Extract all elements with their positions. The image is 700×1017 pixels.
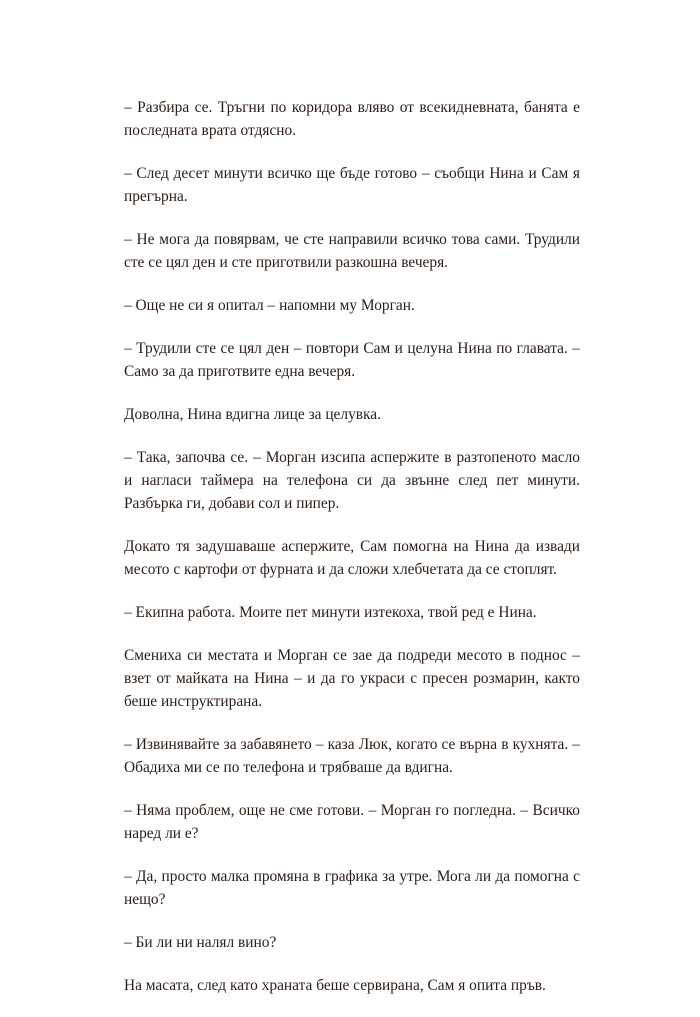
paragraph: – Да, просто малка промяна в графика за утре. Мога ли да помогна с нещо? [124,868,580,908]
paragraph: – Разбира се. Тръгни по коридора вляво от всекидневната, банята е последната врата отдясно. [124,99,580,139]
paragraph: – Така, започва се. – Морган изсипа аспержите в разтопеното масло и нагласи таймера на телефона си да звънне след пет минути. Разбърка ги, добави сол и пипер. [124,449,580,512]
paragraph: На масата, след като храната беше сервирана, Сам я опита пръв. [124,977,546,994]
paragraph: – Екипна работа. Моите пет минути изтекоха, твой ред е Нина. [124,604,537,621]
paragraph: – Още не си я опитал – напомни му Морган. [124,297,415,314]
paragraph: – След десет минути всичко ще бъде готово – съобщи Нина и Сам я прегърна. [124,165,580,205]
paragraph: – Трудили сте се цял ден – повтори Сам и целуна Нина по главата. – Само за да приготвите една вечеря. [124,340,580,380]
paragraph: Смениха си местата и Морган се зае да подреди месото в поднос – взет от майката на Нина – и да го украси с пресен розмарин, както беше инструктирана. [124,647,580,710]
paragraph: – Няма проблем, още не сме готови. – Морган го погледна. – Всичко наред ли е? [124,802,580,842]
paragraph: – Не мога да повярвам, че сте направили всичко това сами. Трудили сте се цял ден и сте приготвили разкошна вечеря. [124,231,580,271]
paragraph: – Извинявайте за забавянето – каза Люк, когато се върна в кухнята. – Обадиха ми се по телефона и трябваше да вдигна. [124,736,580,776]
body-text [124,96,580,1017]
paragraph: – Би ли ни налял вино? [124,934,277,951]
paragraph: Докато тя задушаваше аспержите, Сам помогна на Нина да извади месото с картофи от фурната и да сложи хлебчетата да се стоплят. [124,538,580,578]
paragraph: Доволна, Нина вдигна лице за целувка. [124,406,381,423]
